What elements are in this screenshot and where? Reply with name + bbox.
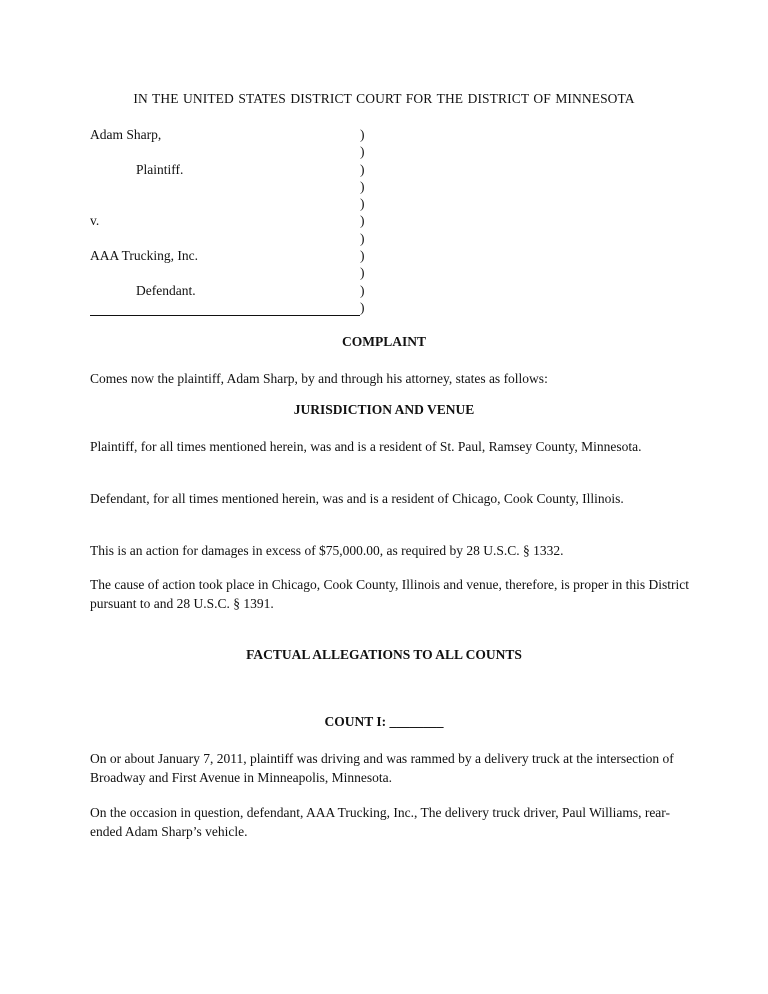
complaint-heading: COMPLAINT bbox=[342, 334, 426, 349]
paragraph-text: The cause of action took place in Chicago, Cook County, Illinois and venue, therefore, is proper in this District pursuant to and 28 U.S.C. § 1391. bbox=[90, 577, 689, 611]
caption-paren: ) bbox=[360, 265, 365, 281]
defendant-name: AAA Trucking, Inc. bbox=[90, 248, 199, 264]
caption-row bbox=[90, 230, 490, 247]
jurisdiction-heading: JURISDICTION AND VENUE bbox=[293, 402, 475, 417]
caption-row bbox=[90, 126, 490, 143]
versus-label: v. bbox=[90, 213, 100, 229]
paragraph-text: On or about January 7, 2011, plaintiff was driving and was rammed by a delivery truck at the intersection of Broadway and First Avenue in Minneapolis, Minnesota. bbox=[90, 751, 674, 785]
caption-paren: ) bbox=[360, 213, 365, 229]
caption-row bbox=[90, 264, 490, 281]
paragraph-text: On the occasion in question, defendant, AAA Trucking, Inc., The delivery truck driver, Paul Williams, rear-ended Adam Sharp’s vehicle. bbox=[90, 805, 671, 839]
caption-underline bbox=[90, 307, 360, 316]
caption-row bbox=[90, 195, 490, 212]
intro-paragraph bbox=[90, 369, 690, 388]
paragraph-text: Defendant, for all times mentioned herein, was and is a resident of Chicago, Cook County, Illinois. bbox=[90, 491, 624, 506]
caption-paren: ) bbox=[360, 127, 365, 142]
plaintiff-name: Adam Sharp, bbox=[90, 127, 162, 142]
caption-row bbox=[90, 247, 490, 264]
caption-paren: ) bbox=[360, 230, 365, 246]
jurisdiction-paragraph bbox=[90, 575, 690, 613]
caption-row bbox=[90, 282, 490, 299]
court-title: IN THE UNITED STATES DISTRICT COURT FOR THE DISTRICT OF MINNESOTA bbox=[133, 91, 635, 106]
case-caption bbox=[90, 126, 490, 316]
plaintiff-role: Plaintiff. bbox=[136, 161, 184, 177]
jurisdiction-paragraph bbox=[90, 541, 690, 560]
factual-heading: FACTUAL ALLEGATIONS TO ALL COUNTS bbox=[246, 647, 522, 662]
caption-paren: ) bbox=[360, 196, 365, 212]
caption-paren: ) bbox=[360, 299, 365, 315]
jurisdiction-paragraph bbox=[90, 489, 690, 508]
caption-row bbox=[90, 299, 490, 316]
caption-paren: ) bbox=[360, 248, 365, 264]
caption-row bbox=[90, 212, 490, 229]
caption-row bbox=[90, 161, 490, 178]
caption-paren: ) bbox=[360, 144, 365, 160]
caption-paren: ) bbox=[360, 282, 365, 298]
intro-text: Comes now the plaintiff, Adam Sharp, by and through his attorney, states as follows: bbox=[90, 371, 548, 386]
defendant-role: Defendant. bbox=[136, 282, 196, 298]
paragraph-text: Plaintiff, for all times mentioned herein, was and is a resident of St. Paul, Ramsey County, Minnesota. bbox=[90, 439, 642, 454]
caption-paren: ) bbox=[360, 178, 365, 194]
paragraph-text: This is an action for damages in excess of $75,000.00, as required by 28 U.S.C. § 1332. bbox=[90, 543, 564, 558]
count-paragraph bbox=[90, 803, 690, 841]
jurisdiction-paragraph bbox=[90, 437, 690, 456]
count-paragraph bbox=[90, 749, 690, 787]
count-heading: COUNT I: ________ bbox=[324, 714, 444, 729]
caption-row bbox=[90, 143, 490, 160]
caption-row bbox=[90, 178, 490, 195]
caption-paren: ) bbox=[360, 161, 365, 177]
